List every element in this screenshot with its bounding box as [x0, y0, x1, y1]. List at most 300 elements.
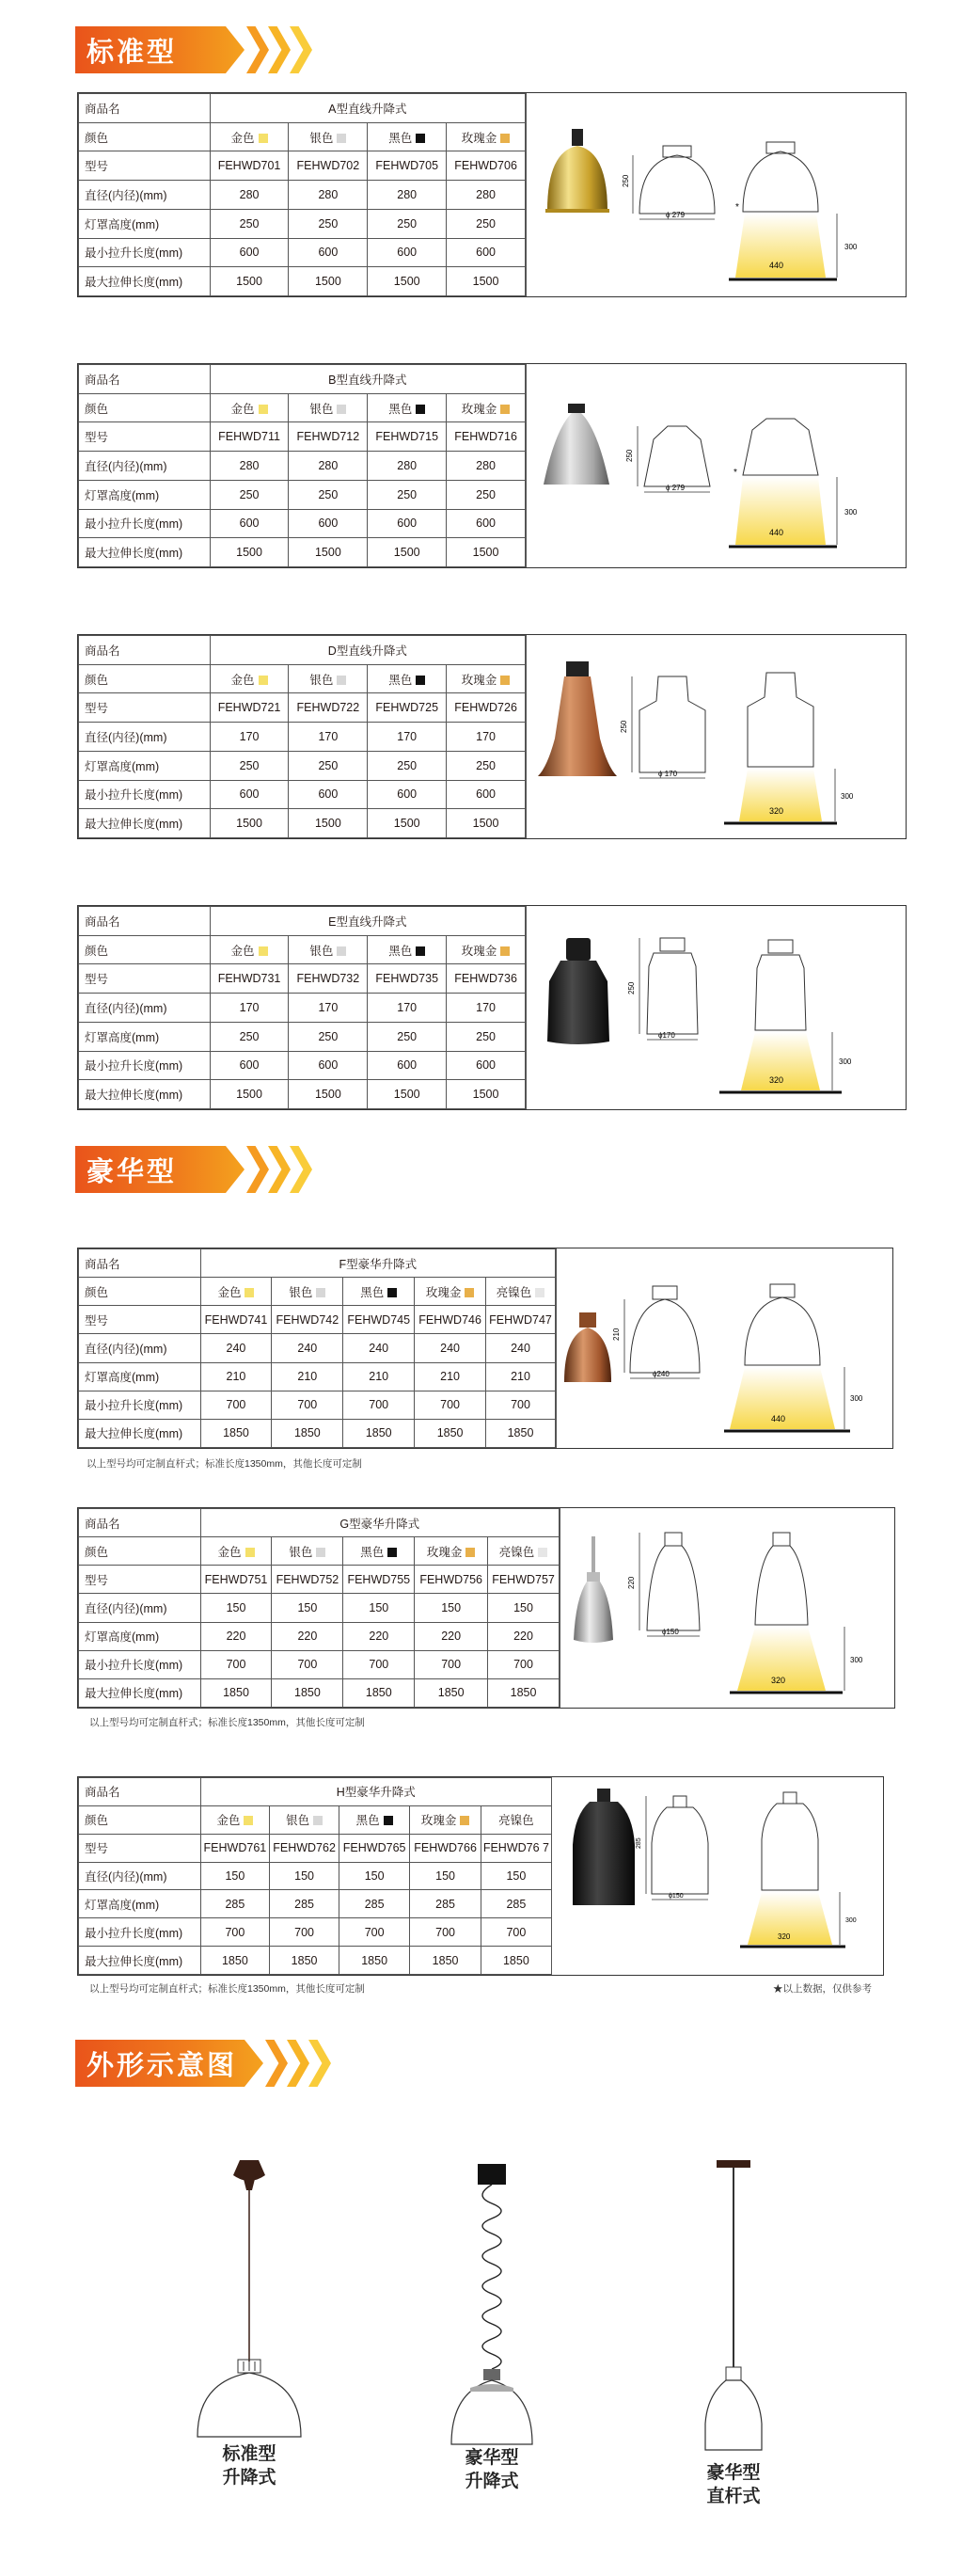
dim-label: 300 — [839, 1057, 852, 1066]
row-label: 最小拉升长度(mm) — [79, 238, 211, 267]
color-swatch — [337, 134, 346, 143]
table-title: G型豪华升降式 — [200, 1509, 559, 1537]
product-illustration — [526, 364, 906, 567]
dim-label: 320 — [778, 1932, 791, 1941]
color-swatch — [500, 405, 510, 414]
value-cell: 240 — [272, 1334, 343, 1362]
model-cell: FEHWD761 — [200, 1834, 270, 1862]
color-swatch — [259, 405, 268, 414]
spec-table-b — [77, 363, 907, 568]
color-name: 玫瑰金 — [461, 944, 497, 958]
value-cell: 210 — [343, 1362, 415, 1391]
color-name: 金色 — [230, 402, 255, 416]
color-name: 玫瑰金 — [461, 402, 497, 416]
row-label: 灯罩高度(mm) — [79, 209, 211, 238]
dim-label: ϕ150 — [662, 1628, 679, 1636]
color-swatch — [416, 134, 425, 143]
color-name: 银色 — [309, 402, 334, 416]
value-cell: 700 — [200, 1918, 270, 1947]
model-cell: FEHWD746 — [415, 1306, 486, 1334]
value-cell: 700 — [272, 1391, 343, 1419]
color-name: 黑色 — [388, 944, 413, 958]
value-cell: 1500 — [210, 1080, 289, 1109]
value-cell: 210 — [415, 1362, 486, 1391]
color-name: 金色 — [217, 1285, 242, 1299]
value-cell: 700 — [343, 1391, 415, 1419]
table-note: 以上型号均可定制直杆式；标准长度1350mm，其他长度可定制 — [89, 1717, 365, 1728]
value-cell: 250 — [210, 751, 289, 780]
value-cell: 150 — [272, 1594, 343, 1622]
value-cell: 220 — [488, 1622, 560, 1650]
value-cell: 210 — [200, 1362, 272, 1391]
spec-table-e — [77, 905, 907, 1110]
dim-label: 300 — [844, 508, 858, 517]
row-label: 直径(内径)(mm) — [79, 452, 211, 481]
dim-label: 220 — [627, 1576, 636, 1589]
row-label: 最大拉伸长度(mm) — [79, 538, 211, 567]
dim-label: 440 — [769, 261, 784, 270]
model-cell: FEHWD706 — [447, 151, 526, 181]
shape-caption — [672, 2461, 795, 2508]
value-cell: 285 — [339, 1890, 409, 1918]
row-label: 颜色 — [79, 122, 211, 151]
value-cell: 240 — [200, 1334, 272, 1362]
value-cell: 285 — [270, 1890, 339, 1918]
color-name: 金色 — [216, 1814, 241, 1828]
value-cell: 600 — [368, 1051, 447, 1080]
shape-diagrams — [0, 2145, 978, 2484]
color-name: 金色 — [230, 131, 255, 145]
color-name: 玫瑰金 — [461, 673, 497, 687]
value-cell: 700 — [270, 1918, 339, 1947]
row-label: 灯罩高度(mm) — [79, 1362, 201, 1391]
color-name: 亮镍色 — [498, 1814, 534, 1828]
section-banner-luxury — [75, 1146, 301, 1193]
model-cell: FEHWD766 — [410, 1834, 481, 1862]
dim-label: 250 — [622, 174, 630, 187]
color-name: 玫瑰金 — [461, 131, 497, 145]
value-cell: 170 — [289, 994, 368, 1023]
model-cell: FEHWD701 — [210, 151, 289, 181]
value-cell: 700 — [488, 1650, 560, 1678]
row-label: 最大拉伸长度(mm) — [79, 267, 211, 296]
dim-label: 300 — [841, 792, 854, 801]
dim-label: 300 — [850, 1394, 863, 1403]
value-cell: 700 — [200, 1650, 272, 1678]
dim-label: 250 — [625, 449, 634, 462]
value-cell: 280 — [210, 181, 289, 210]
value-cell: 220 — [343, 1622, 415, 1650]
dim-label: ϕ170 — [658, 1031, 675, 1040]
table-title: A型直线升降式 — [210, 94, 525, 123]
value-cell: 240 — [415, 1334, 486, 1362]
luxury-rod-lamp — [705, 2160, 762, 2450]
table-title: F型豪华升降式 — [200, 1249, 555, 1278]
color-name: 黑色 — [388, 402, 413, 416]
chevron-icon — [290, 1146, 312, 1193]
value-cell: 240 — [343, 1334, 415, 1362]
dim-label: 300 — [850, 1656, 863, 1664]
color-name: 亮镍色 — [496, 1285, 532, 1299]
dim-label: ϕ 279 — [666, 484, 686, 492]
color-swatch — [337, 405, 346, 414]
value-cell: 250 — [368, 480, 447, 509]
caption-line: 升降式 — [222, 2467, 276, 2488]
row-label: 最小拉升长度(mm) — [79, 509, 211, 538]
model-cell: FEHWD725 — [368, 693, 447, 723]
row-label: 商品名 — [79, 365, 211, 394]
row-label: 型号 — [79, 151, 211, 181]
value-cell: 170 — [368, 723, 447, 752]
value-cell: 250 — [368, 1022, 447, 1051]
model-cell: FEHWD757 — [488, 1566, 560, 1594]
value-cell: 700 — [415, 1650, 488, 1678]
model-cell: FEHWD747 — [486, 1306, 556, 1334]
row-label: 商品名 — [79, 1509, 201, 1537]
value-cell: 280 — [289, 452, 368, 481]
spec-table-f — [77, 1248, 893, 1449]
value-cell: 1850 — [415, 1678, 488, 1707]
color-name: 玫瑰金 — [426, 1545, 463, 1559]
value-cell: 1500 — [368, 538, 447, 567]
row-label: 型号 — [79, 693, 211, 723]
color-swatch — [259, 946, 268, 956]
model-cell: FEHWD702 — [289, 151, 368, 181]
color-swatch — [465, 1288, 474, 1297]
row-label: 商品名 — [79, 636, 211, 665]
value-cell: 250 — [447, 209, 526, 238]
chevron-icon — [246, 26, 269, 73]
value-cell: 1850 — [339, 1947, 409, 1975]
model-cell: FEHWD726 — [447, 693, 526, 723]
value-cell: 600 — [210, 238, 289, 267]
value-cell: 250 — [289, 209, 368, 238]
model-cell: FEHWD755 — [343, 1566, 415, 1594]
value-cell: 1850 — [343, 1678, 415, 1707]
row-label: 直径(内径)(mm) — [79, 994, 211, 1023]
color-swatch — [500, 134, 510, 143]
standard-lift-lamp — [197, 2160, 301, 2437]
color-swatch — [244, 1288, 254, 1297]
color-swatch — [316, 1288, 325, 1297]
value-cell: 250 — [210, 1022, 289, 1051]
row-label: 颜色 — [79, 664, 211, 693]
table-title: H型豪华升降式 — [200, 1778, 551, 1806]
row-label: 最大拉伸长度(mm) — [79, 1947, 201, 1975]
value-cell: 1500 — [210, 809, 289, 838]
row-label: 直径(内径)(mm) — [79, 1594, 201, 1622]
value-cell: 700 — [481, 1918, 551, 1947]
value-cell: 210 — [272, 1362, 343, 1391]
row-label: 颜色 — [79, 935, 211, 964]
color-name: 黑色 — [388, 673, 413, 687]
row-label: 颜色 — [79, 1278, 201, 1306]
value-cell: 1850 — [200, 1678, 272, 1707]
model-cell: FEHWD735 — [368, 964, 447, 994]
value-cell: 150 — [339, 1862, 409, 1890]
value-cell: 220 — [272, 1622, 343, 1650]
value-cell: 600 — [210, 509, 289, 538]
dim-label: 320 — [769, 806, 784, 816]
dim-label: 320 — [771, 1676, 786, 1685]
row-label: 商品名 — [79, 94, 211, 123]
chevron-icon — [268, 26, 291, 73]
dim-label: 300 — [844, 243, 858, 251]
row-label: 最大拉伸长度(mm) — [79, 809, 211, 838]
model-cell: FEHWD736 — [447, 964, 526, 994]
value-cell: 1500 — [368, 1080, 447, 1109]
value-cell: 1500 — [447, 267, 526, 296]
color-swatch — [316, 1548, 325, 1557]
row-label: 颜色 — [79, 393, 211, 422]
model-cell: FEHWD716 — [447, 422, 526, 452]
model-cell: FEHWD765 — [339, 1834, 409, 1862]
value-cell: 600 — [447, 238, 526, 267]
value-cell: 170 — [210, 723, 289, 752]
value-cell: 600 — [447, 1051, 526, 1080]
value-cell: 600 — [210, 780, 289, 809]
color-swatch — [387, 1288, 397, 1297]
value-cell: 1500 — [447, 809, 526, 838]
color-swatch — [245, 1548, 255, 1557]
value-cell: 1500 — [447, 538, 526, 567]
value-cell: 1500 — [210, 538, 289, 567]
value-cell: 1850 — [272, 1678, 343, 1707]
value-cell: 600 — [368, 509, 447, 538]
model-cell: FEHWD741 — [200, 1306, 272, 1334]
color-swatch — [259, 134, 268, 143]
value-cell: 280 — [447, 452, 526, 481]
color-swatch — [460, 1816, 469, 1825]
model-cell: FEHWD732 — [289, 964, 368, 994]
value-cell: 250 — [368, 209, 447, 238]
value-cell: 1850 — [200, 1947, 270, 1975]
row-label: 型号 — [79, 1834, 201, 1862]
star-icon: * — [734, 468, 737, 478]
caption-line: 豪华型 — [465, 2447, 519, 2468]
value-cell: 250 — [210, 209, 289, 238]
value-cell: 700 — [339, 1918, 409, 1947]
dim-label: 320 — [769, 1075, 784, 1085]
color-name: 亮镍色 — [498, 1545, 535, 1559]
model-cell: FEHWD731 — [210, 964, 289, 994]
value-cell: 1500 — [447, 1080, 526, 1109]
color-name: 银色 — [309, 944, 334, 958]
row-label: 商品名 — [79, 1778, 201, 1806]
color-swatch — [384, 1816, 393, 1825]
luxury-lift-lamp — [451, 2164, 532, 2444]
model-cell: FEHWD751 — [200, 1566, 272, 1594]
color-name: 玫瑰金 — [425, 1285, 462, 1299]
value-cell: 1850 — [270, 1947, 339, 1975]
star-icon: * — [735, 202, 739, 213]
dim-label: 210 — [612, 1328, 621, 1341]
row-label: 直径(内径)(mm) — [79, 723, 211, 752]
row-label: 型号 — [79, 422, 211, 452]
shape-caption — [431, 2446, 553, 2493]
value-cell: 1500 — [289, 538, 368, 567]
value-cell: 285 — [481, 1890, 551, 1918]
model-cell: FEHWD742 — [272, 1306, 343, 1334]
product-illustration — [526, 635, 906, 838]
value-cell: 700 — [410, 1918, 481, 1947]
section-banner-shape — [75, 2040, 301, 2087]
value-cell: 1850 — [200, 1419, 272, 1447]
product-illustration — [556, 1248, 892, 1448]
row-label: 型号 — [79, 1306, 201, 1334]
value-cell: 1500 — [289, 267, 368, 296]
value-cell: 1500 — [368, 809, 447, 838]
value-cell: 250 — [289, 480, 368, 509]
value-cell: 600 — [368, 238, 447, 267]
product-illustration — [526, 906, 906, 1109]
color-swatch — [465, 1548, 475, 1557]
value-cell: 285 — [410, 1890, 481, 1918]
value-cell: 1500 — [289, 809, 368, 838]
color-swatch — [416, 405, 425, 414]
product-illustration — [560, 1508, 894, 1708]
row-label: 灯罩高度(mm) — [79, 1890, 201, 1918]
color-name: 金色 — [230, 673, 255, 687]
value-cell: 220 — [415, 1622, 488, 1650]
row-label: 最小拉升长度(mm) — [79, 1918, 201, 1947]
color-swatch — [244, 1816, 253, 1825]
section-title: 豪华型 — [87, 1155, 178, 1187]
chevron-icon — [290, 26, 312, 73]
color-swatch — [538, 1548, 547, 1557]
color-swatch — [313, 1816, 323, 1825]
value-cell: 700 — [343, 1650, 415, 1678]
lamp-b-illustration — [527, 364, 907, 567]
color-name: 黑色 — [360, 1545, 385, 1559]
model-cell: FEHWD76 7 — [481, 1834, 551, 1862]
chevron-icon — [308, 2040, 331, 2087]
lamp-g-illustration — [560, 1508, 895, 1708]
model-cell: FEHWD752 — [272, 1566, 343, 1594]
color-name: 银色 — [309, 131, 334, 145]
color-swatch — [337, 676, 346, 685]
value-cell: 1850 — [410, 1947, 481, 1975]
value-cell: 240 — [486, 1334, 556, 1362]
product-illustration — [552, 1777, 883, 1975]
spec-table-h — [77, 1776, 884, 1976]
lamp-e-illustration — [527, 906, 907, 1109]
value-cell: 280 — [368, 452, 447, 481]
dim-label: 250 — [627, 981, 636, 994]
section-title: 外形示意图 — [87, 2049, 238, 2081]
value-cell: 700 — [486, 1391, 556, 1419]
row-label: 最小拉升长度(mm) — [79, 780, 211, 809]
spec-table-a — [77, 92, 907, 297]
value-cell: 170 — [368, 994, 447, 1023]
value-cell: 250 — [210, 480, 289, 509]
color-name: 银色 — [309, 673, 334, 687]
color-swatch — [387, 1548, 397, 1557]
dim-label: ϕ 170 — [658, 770, 678, 778]
value-cell: 170 — [447, 994, 526, 1023]
color-swatch — [535, 1288, 544, 1297]
dim-label: 440 — [771, 1414, 786, 1423]
model-cell: FEHWD721 — [210, 693, 289, 723]
value-cell: 150 — [200, 1862, 270, 1890]
value-cell: 600 — [447, 780, 526, 809]
value-cell: 1850 — [488, 1678, 560, 1707]
value-cell: 280 — [289, 181, 368, 210]
color-swatch — [416, 676, 425, 685]
row-label: 直径(内径)(mm) — [79, 181, 211, 210]
value-cell: 280 — [447, 181, 526, 210]
lamp-d-illustration — [527, 635, 907, 838]
row-label: 灯罩高度(mm) — [79, 480, 211, 509]
lamp-a-illustration — [527, 93, 907, 296]
row-label: 最大拉伸长度(mm) — [79, 1080, 211, 1109]
section-banner-standard — [75, 26, 301, 73]
value-cell: 150 — [343, 1594, 415, 1622]
value-cell: 600 — [289, 780, 368, 809]
row-label: 最小拉升长度(mm) — [79, 1051, 211, 1080]
value-cell: 700 — [200, 1391, 272, 1419]
row-label: 型号 — [79, 964, 211, 994]
row-label: 最小拉升长度(mm) — [79, 1391, 201, 1419]
dim-label: 300 — [845, 1917, 857, 1924]
model-cell: FEHWD712 — [289, 422, 368, 452]
value-cell: 600 — [289, 238, 368, 267]
value-cell: 1850 — [272, 1419, 343, 1447]
value-cell: 250 — [368, 751, 447, 780]
value-cell: 1850 — [415, 1419, 486, 1447]
caption-line: 标准型 — [222, 2443, 276, 2464]
value-cell: 1850 — [343, 1419, 415, 1447]
value-cell: 210 — [486, 1362, 556, 1391]
shape-caption — [188, 2442, 310, 2489]
value-cell: 220 — [200, 1622, 272, 1650]
row-label: 商品名 — [79, 1249, 201, 1278]
spec-table-g — [77, 1507, 895, 1709]
model-cell: FEHWD745 — [343, 1306, 415, 1334]
chevron-icon — [246, 1146, 269, 1193]
lamp-f-illustration — [557, 1248, 893, 1448]
value-cell: 150 — [415, 1594, 488, 1622]
value-cell: 600 — [210, 1051, 289, 1080]
chevron-icon — [287, 2040, 309, 2087]
dim-label: ϕ150 — [669, 1893, 684, 1900]
caption-line: 升降式 — [465, 2471, 519, 2491]
value-cell: 700 — [272, 1650, 343, 1678]
value-cell: 700 — [415, 1391, 486, 1419]
color-name: 金色 — [230, 944, 255, 958]
value-cell: 600 — [289, 509, 368, 538]
row-label: 商品名 — [79, 907, 211, 936]
color-name: 黑色 — [388, 131, 413, 145]
color-swatch — [500, 676, 510, 685]
color-swatch — [259, 676, 268, 685]
dim-label: 285 — [636, 1837, 642, 1849]
table-title: E型直线升降式 — [210, 907, 525, 936]
row-label: 直径(内径)(mm) — [79, 1334, 201, 1362]
model-cell: FEHWD722 — [289, 693, 368, 723]
chevron-icon — [265, 2040, 288, 2087]
table-title: D型直线升降式 — [210, 636, 525, 665]
caption-line: 豪华型 — [706, 2462, 761, 2483]
row-label: 型号 — [79, 1566, 201, 1594]
row-label: 灯罩高度(mm) — [79, 751, 211, 780]
row-label: 颜色 — [79, 1805, 201, 1834]
row-label: 灯罩高度(mm) — [79, 1622, 201, 1650]
value-cell: 150 — [270, 1862, 339, 1890]
value-cell: 250 — [447, 480, 526, 509]
value-cell: 1850 — [486, 1419, 556, 1447]
value-cell: 280 — [210, 452, 289, 481]
